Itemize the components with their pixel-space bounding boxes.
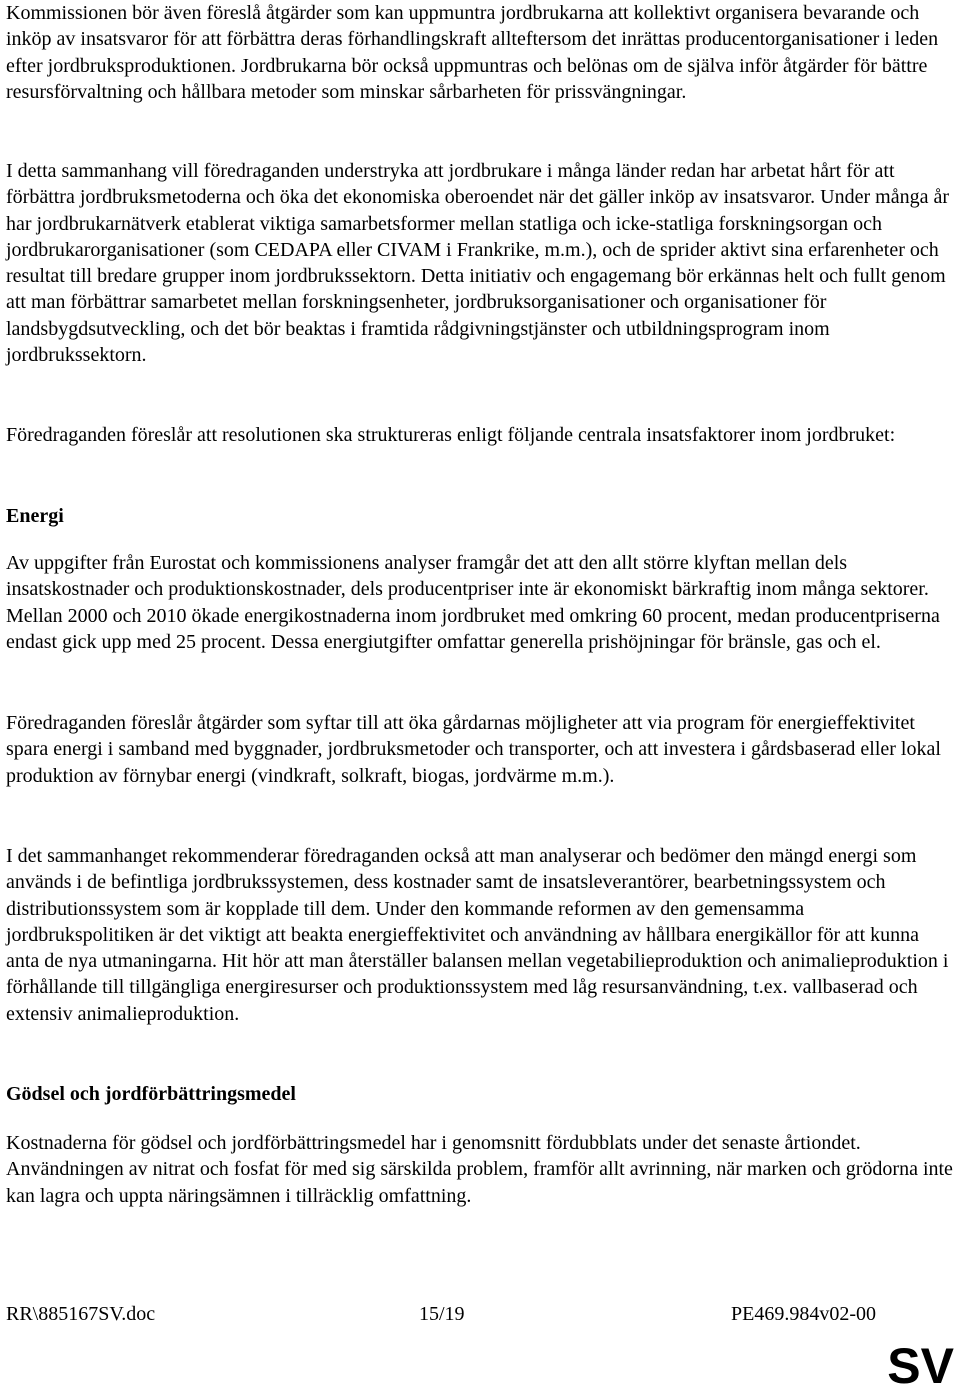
section-heading-energi: Energi xyxy=(6,505,64,527)
footer-doc-ref: RR\885167SV.doc xyxy=(6,1303,156,1325)
body-paragraph: Kostnaderna för gödsel och jordförbättringsmedel har i genomsnitt fördubblats under det senaste årtiondet. Användningen av nitrat och fosfat för med sig särskilda problem, framför allt avrinning, när marken och grödorna inte kan lagra och uppta näringsämnen i tillräcklig omfattning. xyxy=(6,1132,953,1207)
body-paragraph: I detta sammanhang vill föredraganden understryka att jordbrukare i många länder redan har arbetat hårt för att förbättra jordbruksmetoderna och öka det ekonomiska oberoendet när det gäller inköp av insatsvaror. Under många år har jordbrukarnätverk etablerat viktiga samarbetsformer mellan statliga och icke-statliga forskningsorgan och jordbrukarorganisationer (som CEDAPA eller CIVAM i Frankrike, m.m.), och de sprider aktivt sina erfarenheter och resultat till bredare grupper inom jordbrukssektorn. Detta initiativ och engagemang bör erkännas helt och fullt genom att man förbättrar samarbetet mellan forskningsenheter, jordbruksorganisationer och organisationer för landsbygdsutveckling, och det bör beaktas i framtida rådgivningstjänster och utbildningsprogram inom jordbrukssektorn. xyxy=(6,160,950,367)
footer-page-number: 15/19 xyxy=(419,1303,465,1325)
page-footer xyxy=(6,1301,876,1327)
body-paragraph: I det sammanhanget rekommenderar föredraganden också att man analyserar och bedömer den mängd energi som används i de befintliga jordbrukssystemen, dess kostnader samt de insatsleverantörer, bearbetningssystem och distributionssystem som är kopplade till dem. Under den kommande reformen av den gemensamma jordbrukspolitiken är det viktigt att beakta energieffektivitet och användning av hållbara energikällor för att kunna anta de nya utmaningarna. Hit hör att man återställer balansen mellan vegetabilieproduktion och animalieproduktion i förhållande till tillgängliga energiresurser och produktionssystem med låg resursanvändning, t.ex. vallbaserad och extensiv animalieproduktion. xyxy=(6,845,949,1025)
body-paragraph: Föredraganden föreslår åtgärder som syftar till att öka gårdarnas möjligheter att via program för energieffektivitet spara energi i samband med byggnader, jordbruksmetoder och transporter, och att investera i gårdsbaserad eller lokal produktion av förnybar energi (vindkraft, solkraft, biogas, jordvärme m.m.). xyxy=(6,712,941,787)
body-paragraph: Föredraganden föreslår att resolutionen ska struktureras enligt följande centrala insatsfaktorer inom jordbruket: xyxy=(6,424,896,446)
footer-pe-ref: PE469.984v02-00 xyxy=(731,1303,876,1325)
language-code: SV xyxy=(887,1338,954,1394)
section-heading-godsel: Gödsel och jordförbättringsmedel xyxy=(6,1083,296,1105)
body-paragraph: Av uppgifter från Eurostat och kommissionens analyser framgår det att den allt större klyftan mellan dels insatskostnader och produktionskostnader, dels producentpriser inte är ekonomiskt bärkraftig inom många sektorer. Mellan 2000 och 2010 ökade energikostnaderna inom jordbruket med omkring 60 procent, medan producentpriserna endast gick upp med 25 procent. Dessa energiutgifter omfattar generella prishöjningar för bränsle, gas och el. xyxy=(6,552,940,653)
body-paragraph: Kommissionen bör även föreslå åtgärder som kan uppmuntra jordbrukarna att kollektivt organisera bevarande och inköp av insatsvaror för att förbättra deras förhandlingskraft allteftersom det inrättas producentorganisationer i leden efter jordbruksproduktionen. Jordbrukarna bör också uppmuntras och belönas om de själva inför åtgärder för bättre resursförvaltning och hållbara metoder som minskar sårbarheten för prissvängningar. xyxy=(6,2,939,103)
